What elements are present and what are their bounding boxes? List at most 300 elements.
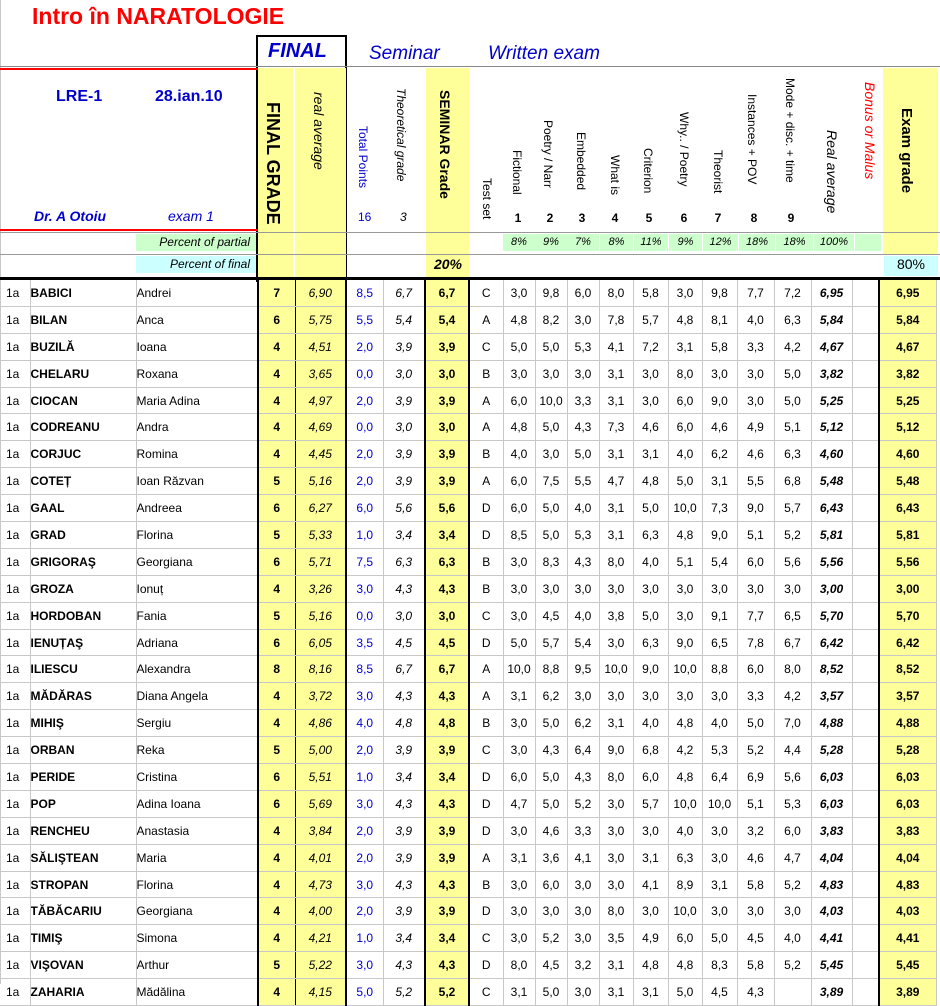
bonus-cell bbox=[852, 387, 879, 414]
exam-real-average-cell: 4,41 bbox=[811, 925, 852, 952]
criterion-score-cell: 7,8 bbox=[599, 306, 633, 333]
criterion-score-cell: 5,2 bbox=[774, 952, 811, 979]
criterion-score-cell: 3,0 bbox=[503, 575, 535, 602]
criterion-score-cell: 10,0 bbox=[599, 656, 633, 683]
criterion-score-cell: 5,7 bbox=[774, 495, 811, 522]
bonus-cell bbox=[852, 844, 879, 871]
criterion-score-cell: 3,0 bbox=[633, 817, 668, 844]
real-average-cell: 6,05 bbox=[295, 629, 346, 656]
group-cell: 1a bbox=[0, 360, 30, 387]
criterion-score-cell: 4,2 bbox=[774, 333, 811, 360]
group-cell: 1a bbox=[0, 333, 30, 360]
criterion-score-cell: 3,1 bbox=[633, 844, 668, 871]
criterion-score-cell: 4,8 bbox=[668, 952, 702, 979]
criterion-score-cell: 3,0 bbox=[535, 441, 567, 468]
criterion-score-cell: 3,0 bbox=[567, 871, 599, 898]
criterion-score-cell: 6,5 bbox=[774, 602, 811, 629]
criterion-score-cell: 4,8 bbox=[633, 952, 668, 979]
bonus-cell bbox=[852, 952, 879, 979]
seminar-grade-cell: 3,9 bbox=[425, 817, 469, 844]
total-pct: 100% bbox=[814, 234, 854, 251]
criterion-score-cell: 4,5 bbox=[535, 602, 567, 629]
criterion-score-cell: 5,0 bbox=[535, 333, 567, 360]
bonus-cell bbox=[852, 764, 879, 791]
criterion-score-cell: 6,7 bbox=[774, 629, 811, 656]
first-name-cell: Maria Adina bbox=[136, 387, 258, 414]
final-grade-cell: 4 bbox=[258, 898, 295, 925]
criterion-4-number: 4 bbox=[611, 211, 619, 225]
criterion-2-label: Poetry / Narr bbox=[541, 120, 555, 189]
criterion-score-cell: 6,3 bbox=[774, 306, 811, 333]
table-row bbox=[0, 844, 936, 871]
total-points-cell: 1,0 bbox=[346, 764, 383, 791]
total-points-cell: 2,0 bbox=[346, 333, 383, 360]
group-cell: 1a bbox=[0, 495, 30, 522]
criterion-8-label: Instances + POV bbox=[745, 94, 759, 185]
theoretical-grade-cell: 3,9 bbox=[383, 468, 425, 495]
exam-grade-cell: 4,60 bbox=[879, 441, 936, 468]
table-row bbox=[0, 925, 936, 952]
seminar-grade-cell: 3,4 bbox=[425, 522, 469, 549]
test-set-cell: D bbox=[469, 898, 503, 925]
exam-grade-cell: 5,56 bbox=[879, 548, 936, 575]
group-cell: 1a bbox=[0, 387, 30, 414]
criterion-score-cell: 3,0 bbox=[503, 925, 535, 952]
exam-real-average-cell: 5,45 bbox=[811, 952, 852, 979]
test-set-cell: B bbox=[469, 710, 503, 737]
criterion-score-cell: 4,1 bbox=[633, 871, 668, 898]
criterion-score-cell: 3,1 bbox=[599, 387, 633, 414]
theoretical-grade-cell: 3,4 bbox=[383, 522, 425, 549]
first-name-cell: Ioana bbox=[136, 333, 258, 360]
last-name-cell: POP bbox=[30, 790, 136, 817]
group-cell: 1a bbox=[0, 548, 30, 575]
criterion-score-cell: 3,0 bbox=[503, 817, 535, 844]
criterion-score-cell: 5,2 bbox=[774, 522, 811, 549]
exam-grade-cell: 5,48 bbox=[879, 468, 936, 495]
first-name-cell: Anca bbox=[136, 306, 258, 333]
total-points-cell: 1,0 bbox=[346, 522, 383, 549]
exam-real-average-cell: 5,12 bbox=[811, 414, 852, 441]
header-real-average: real average bbox=[311, 92, 327, 170]
exam-real-average-cell: 4,67 bbox=[811, 333, 852, 360]
criterion-score-cell: 3,0 bbox=[503, 871, 535, 898]
first-name-cell: Alexandra bbox=[136, 656, 258, 683]
real-average-cell: 4,21 bbox=[295, 925, 346, 952]
criterion-score-cell: 6,5 bbox=[702, 629, 737, 656]
criterion-score-cell: 5,7 bbox=[633, 306, 668, 333]
criterion-score-cell: 8,0 bbox=[599, 548, 633, 575]
real-average-cell: 5,22 bbox=[295, 952, 346, 979]
last-name-cell: PERIDE bbox=[30, 764, 136, 791]
criterion-score-cell: 3,3 bbox=[737, 683, 774, 710]
criterion-score-cell: 6,0 bbox=[567, 280, 599, 306]
last-name-cell: CODREANU bbox=[30, 414, 136, 441]
last-name-cell: COTEȚ bbox=[30, 468, 136, 495]
last-name-cell: CIOCAN bbox=[30, 387, 136, 414]
table-row bbox=[0, 333, 936, 360]
first-name-cell: Andreea bbox=[136, 495, 258, 522]
criterion-score-cell: 4,9 bbox=[737, 414, 774, 441]
criterion-score-cell: 3,1 bbox=[503, 683, 535, 710]
criterion-score-cell: 4,8 bbox=[503, 414, 535, 441]
criterion-score-cell: 3,0 bbox=[633, 898, 668, 925]
criterion-score-cell: 4,0 bbox=[633, 710, 668, 737]
criterion-score-cell: 4,0 bbox=[633, 548, 668, 575]
seminar-grade-cell: 3,9 bbox=[425, 898, 469, 925]
section-written-exam: Written exam bbox=[488, 43, 600, 64]
final-grade-cell: 4 bbox=[258, 414, 295, 441]
criterion-score-cell: 3,0 bbox=[503, 710, 535, 737]
first-name-cell: Andra bbox=[136, 414, 258, 441]
criterion-score-cell: 3,0 bbox=[503, 602, 535, 629]
criterion-score-cell: 4,6 bbox=[702, 414, 737, 441]
group-cell: 1a bbox=[0, 871, 30, 898]
total-points-cell: 8,5 bbox=[346, 280, 383, 306]
criterion-score-cell: 4,5 bbox=[702, 979, 737, 1006]
table-row bbox=[0, 360, 936, 387]
test-set-cell: D bbox=[469, 629, 503, 656]
seminar-grade-cell: 4,8 bbox=[425, 710, 469, 737]
test-set-cell: A bbox=[469, 468, 503, 495]
bonus-cell bbox=[852, 441, 879, 468]
criterion-score-cell: 3,0 bbox=[599, 683, 633, 710]
criterion-score-cell: 4,8 bbox=[668, 764, 702, 791]
criterion-score-cell: 5,6 bbox=[774, 764, 811, 791]
seminar-grade-cell: 3,9 bbox=[425, 441, 469, 468]
criterion-score-cell: 8,9 bbox=[668, 871, 702, 898]
real-average-cell: 4,00 bbox=[295, 898, 346, 925]
last-name-cell: TĂBĂCARIU bbox=[30, 898, 136, 925]
theoretical-grade-cell: 3,9 bbox=[383, 441, 425, 468]
criterion-score-cell: 8,0 bbox=[599, 764, 633, 791]
real-average-cell: 3,72 bbox=[295, 683, 346, 710]
table-row bbox=[0, 441, 936, 468]
final-grade-cell: 5 bbox=[258, 737, 295, 764]
criterion-score-cell: 3,3 bbox=[567, 387, 599, 414]
exam-real-average-cell: 4,60 bbox=[811, 441, 852, 468]
theoretical-grade-cell: 4,3 bbox=[383, 790, 425, 817]
criterion-score-cell: 8,3 bbox=[702, 952, 737, 979]
real-average-cell: 6,27 bbox=[295, 495, 346, 522]
criterion-score-cell: 5,7 bbox=[535, 629, 567, 656]
criterion-score-cell: 4,6 bbox=[633, 414, 668, 441]
criterion-7-label: Theorist bbox=[711, 150, 725, 194]
header-theoretical-grade: Theoretical grade bbox=[394, 88, 408, 182]
exam-grade-cell: 4,41 bbox=[879, 925, 936, 952]
criterion-score-cell: 3,1 bbox=[702, 871, 737, 898]
last-name-cell: GAAL bbox=[30, 495, 136, 522]
criterion-score-cell: 8,0 bbox=[599, 898, 633, 925]
criterion-score-cell: 4,0 bbox=[567, 495, 599, 522]
criterion-score-cell: 6,2 bbox=[535, 683, 567, 710]
group-cell: 1a bbox=[0, 844, 30, 871]
theoretical-grade-cell: 3,0 bbox=[383, 414, 425, 441]
theoretical-grade-cell: 3,9 bbox=[383, 387, 425, 414]
criterion-6-label: Why.. / Poetry bbox=[677, 112, 691, 187]
test-set-cell: B bbox=[469, 575, 503, 602]
criterion-score-cell: 10,0 bbox=[668, 898, 702, 925]
criterion-score-cell: 3,0 bbox=[599, 871, 633, 898]
criterion-score-cell: 3,0 bbox=[567, 979, 599, 1006]
table-row bbox=[0, 979, 936, 1006]
criterion-score-cell: 3,1 bbox=[599, 495, 633, 522]
group-cell: 1a bbox=[0, 898, 30, 925]
final-grade-cell: 4 bbox=[258, 710, 295, 737]
criterion-score-cell: 3,5 bbox=[599, 925, 633, 952]
first-name-cell: Fania bbox=[136, 602, 258, 629]
table-row bbox=[0, 710, 936, 737]
test-set-cell: D bbox=[469, 817, 503, 844]
first-name-cell: Georgiana bbox=[136, 548, 258, 575]
criterion-score-cell: 6,8 bbox=[774, 468, 811, 495]
criterion-score-cell: 7,3 bbox=[599, 414, 633, 441]
real-average-cell: 4,69 bbox=[295, 414, 346, 441]
criterion-score-cell: 3,0 bbox=[633, 360, 668, 387]
first-name-cell: Ioan Răzvan bbox=[136, 468, 258, 495]
seminar-grade-cell: 3,0 bbox=[425, 414, 469, 441]
criterion-score-cell: 4,0 bbox=[774, 925, 811, 952]
criterion-score-cell: 3,6 bbox=[535, 844, 567, 871]
criterion-8-pct: 18% bbox=[739, 234, 775, 251]
total-points-cell: 7,5 bbox=[346, 548, 383, 575]
criterion-score-cell: 5,4 bbox=[702, 548, 737, 575]
test-set-cell: D bbox=[469, 952, 503, 979]
real-average-cell: 4,51 bbox=[295, 333, 346, 360]
criterion-score-cell: 7,7 bbox=[737, 602, 774, 629]
table-row bbox=[0, 468, 936, 495]
seminar-grade-cell: 3,9 bbox=[425, 468, 469, 495]
total-points-max: 16 bbox=[358, 210, 372, 224]
criterion-score-cell: 5,0 bbox=[633, 602, 668, 629]
criterion-6-pct: 9% bbox=[669, 234, 702, 251]
criterion-score-cell: 4,7 bbox=[503, 790, 535, 817]
total-points-cell: 3,0 bbox=[346, 790, 383, 817]
exam-real-average-cell: 6,03 bbox=[811, 764, 852, 791]
total-points-cell: 3,0 bbox=[346, 683, 383, 710]
criterion-score-cell: 6,0 bbox=[503, 387, 535, 414]
last-name-cell: MĂDĂRAS bbox=[30, 683, 136, 710]
criterion-8-number: 8 bbox=[750, 211, 758, 225]
criterion-score-cell: 3,0 bbox=[599, 629, 633, 656]
criterion-score-cell: 5,3 bbox=[774, 790, 811, 817]
last-name-cell: VIŞOVAN bbox=[30, 952, 136, 979]
group-cell: 1a bbox=[0, 925, 30, 952]
seminar-pct: 20% bbox=[433, 256, 463, 272]
criterion-score-cell: 5,0 bbox=[633, 495, 668, 522]
group-cell: 1a bbox=[0, 468, 30, 495]
criterion-score-cell: 5,0 bbox=[535, 710, 567, 737]
exam-grade-cell: 4,88 bbox=[879, 710, 936, 737]
criterion-4-pct: 8% bbox=[600, 234, 633, 251]
last-name-cell: STROPAN bbox=[30, 871, 136, 898]
criterion-score-cell: 3,0 bbox=[668, 575, 702, 602]
criterion-score-cell: 4,5 bbox=[737, 925, 774, 952]
bonus-cell bbox=[852, 790, 879, 817]
table-row bbox=[0, 629, 936, 656]
criterion-score-cell: 5,0 bbox=[535, 495, 567, 522]
criterion-score-cell: 3,0 bbox=[535, 575, 567, 602]
group-cell: 1a bbox=[0, 280, 30, 306]
criterion-score-cell: 3,0 bbox=[567, 575, 599, 602]
criterion-score-cell: 9,0 bbox=[702, 387, 737, 414]
table-row bbox=[0, 414, 936, 441]
bonus-cell bbox=[852, 925, 879, 952]
criterion-score-cell: 4,0 bbox=[702, 710, 737, 737]
criterion-score-cell: 5,0 bbox=[535, 979, 567, 1006]
exam-real-average-cell: 4,04 bbox=[811, 844, 852, 871]
criterion-score-cell: 3,1 bbox=[599, 522, 633, 549]
exam-real-average-cell: 5,25 bbox=[811, 387, 852, 414]
real-average-cell: 5,69 bbox=[295, 790, 346, 817]
criterion-score-cell: 4,8 bbox=[503, 306, 535, 333]
table-row bbox=[0, 737, 936, 764]
criterion-score-cell: 3,0 bbox=[535, 360, 567, 387]
real-average-cell: 5,51 bbox=[295, 764, 346, 791]
criterion-score-cell: 9,0 bbox=[599, 737, 633, 764]
header-exam-real-average: Real average bbox=[824, 130, 840, 214]
criterion-score-cell: 7,0 bbox=[774, 710, 811, 737]
exam-real-average-cell: 4,88 bbox=[811, 710, 852, 737]
bonus-cell bbox=[852, 280, 879, 306]
bonus-cell bbox=[852, 629, 879, 656]
criterion-score-cell: 3,0 bbox=[737, 387, 774, 414]
criterion-score-cell: 7,7 bbox=[737, 280, 774, 306]
criterion-score-cell: 7,2 bbox=[633, 333, 668, 360]
test-set-cell: C bbox=[469, 737, 503, 764]
criterion-2-pct: 9% bbox=[535, 234, 567, 251]
seminar-grade-cell: 4,3 bbox=[425, 871, 469, 898]
criterion-score-cell: 3,0 bbox=[668, 683, 702, 710]
last-name-cell: GRIGORAŞ bbox=[30, 548, 136, 575]
criterion-7-number: 7 bbox=[714, 211, 722, 225]
criterion-score-cell: 4,0 bbox=[567, 602, 599, 629]
real-average-cell: 4,15 bbox=[295, 979, 346, 1006]
criterion-score-cell: 10,0 bbox=[702, 790, 737, 817]
criterion-score-cell: 5,8 bbox=[737, 871, 774, 898]
theoretical-grade-cell: 3,9 bbox=[383, 817, 425, 844]
theoretical-grade-cell: 6,7 bbox=[383, 656, 425, 683]
exam-real-average-cell: 5,81 bbox=[811, 522, 852, 549]
header-test-set: Test set bbox=[480, 178, 494, 220]
theoretical-grade-cell: 3,0 bbox=[383, 602, 425, 629]
grades-table bbox=[0, 280, 937, 1006]
bonus-cell bbox=[852, 495, 879, 522]
criterion-score-cell: 3,0 bbox=[599, 575, 633, 602]
exam-grade-cell: 5,28 bbox=[879, 737, 936, 764]
final-grade-cell: 4 bbox=[258, 871, 295, 898]
last-name-cell: GRAD bbox=[30, 522, 136, 549]
bonus-cell bbox=[852, 602, 879, 629]
criterion-score-cell: 8,5 bbox=[503, 522, 535, 549]
criterion-score-cell: 10,0 bbox=[535, 387, 567, 414]
seminar-grade-cell: 3,9 bbox=[425, 737, 469, 764]
total-points-cell: 3,0 bbox=[346, 575, 383, 602]
final-grade-cell: 6 bbox=[258, 629, 295, 656]
criterion-score-cell: 5,0 bbox=[774, 387, 811, 414]
seminar-grade-cell: 6,7 bbox=[425, 656, 469, 683]
group-cell: 1a bbox=[0, 683, 30, 710]
exam-real-average-cell: 4,03 bbox=[811, 898, 852, 925]
criterion-score-cell: 4,6 bbox=[737, 844, 774, 871]
table-row bbox=[0, 575, 936, 602]
test-set-cell: C bbox=[469, 333, 503, 360]
criterion-score-cell: 7,2 bbox=[774, 280, 811, 306]
criterion-3-number: 3 bbox=[578, 211, 586, 225]
seminar-grade-cell: 4,3 bbox=[425, 575, 469, 602]
bonus-cell bbox=[852, 871, 879, 898]
criterion-5-pct: 11% bbox=[634, 234, 668, 251]
criterion-score-cell: 3,0 bbox=[503, 898, 535, 925]
criterion-2-number: 2 bbox=[546, 211, 554, 225]
criterion-score-cell: 3,0 bbox=[567, 683, 599, 710]
test-set-cell: A bbox=[469, 306, 503, 333]
criterion-score-cell: 3,0 bbox=[702, 360, 737, 387]
group-label: LRE-1 bbox=[56, 88, 103, 105]
criterion-score-cell: 3,0 bbox=[599, 844, 633, 871]
criterion-score-cell: 6,3 bbox=[668, 844, 702, 871]
theoretical-grade-cell: 4,5 bbox=[383, 629, 425, 656]
test-set-cell: D bbox=[469, 764, 503, 791]
last-name-cell: ILIESCU bbox=[30, 656, 136, 683]
exam-real-average-cell: 6,43 bbox=[811, 495, 852, 522]
criterion-score-cell: 3,1 bbox=[599, 710, 633, 737]
criterion-score-cell: 5,0 bbox=[567, 441, 599, 468]
criterion-score-cell: 9,5 bbox=[567, 656, 599, 683]
exam-grade-cell: 4,04 bbox=[879, 844, 936, 871]
criterion-score-cell: 3,1 bbox=[599, 952, 633, 979]
criterion-score-cell: 4,3 bbox=[737, 979, 774, 1006]
first-name-cell: Sergiu bbox=[136, 710, 258, 737]
exam-grade-cell: 3,57 bbox=[879, 683, 936, 710]
exam-real-average-cell: 5,56 bbox=[811, 548, 852, 575]
criterion-score-cell: 3,0 bbox=[702, 817, 737, 844]
exam-label: exam 1 bbox=[168, 208, 214, 224]
criterion-score-cell: 8,0 bbox=[774, 656, 811, 683]
criterion-score-cell: 8,2 bbox=[535, 306, 567, 333]
theoretical-grade-cell: 4,3 bbox=[383, 683, 425, 710]
criterion-score-cell: 4,0 bbox=[737, 306, 774, 333]
real-average-cell: 4,97 bbox=[295, 387, 346, 414]
exam-real-average-cell: 4,83 bbox=[811, 871, 852, 898]
criterion-score-cell: 5,8 bbox=[737, 952, 774, 979]
criterion-score-cell: 5,3 bbox=[702, 737, 737, 764]
criterion-score-cell: 9,0 bbox=[668, 629, 702, 656]
total-points-cell: 0,0 bbox=[346, 602, 383, 629]
real-average-cell: 4,73 bbox=[295, 871, 346, 898]
criterion-score-cell: 3,0 bbox=[702, 575, 737, 602]
seminar-grade-cell: 3,9 bbox=[425, 333, 469, 360]
final-grade-cell: 7 bbox=[258, 280, 295, 306]
test-set-cell: C bbox=[469, 979, 503, 1006]
exam-real-average-cell: 6,95 bbox=[811, 280, 852, 306]
test-set-cell: D bbox=[469, 790, 503, 817]
real-average-cell: 5,75 bbox=[295, 306, 346, 333]
group-cell: 1a bbox=[0, 737, 30, 764]
bonus-cell bbox=[852, 414, 879, 441]
exam-grade-cell: 5,45 bbox=[879, 952, 936, 979]
header-exam-grade: Exam grade bbox=[898, 108, 915, 194]
criterion-score-cell: 6,0 bbox=[737, 548, 774, 575]
criterion-score-cell: 3,0 bbox=[668, 602, 702, 629]
criterion-score-cell: 4,8 bbox=[668, 710, 702, 737]
criterion-score-cell: 3,0 bbox=[737, 898, 774, 925]
final-grade-cell: 4 bbox=[258, 333, 295, 360]
exam-real-average-cell: 3,57 bbox=[811, 683, 852, 710]
criterion-score-cell: 6,0 bbox=[633, 764, 668, 791]
group-cell: 1a bbox=[0, 790, 30, 817]
criterion-score-cell: 6,0 bbox=[668, 925, 702, 952]
